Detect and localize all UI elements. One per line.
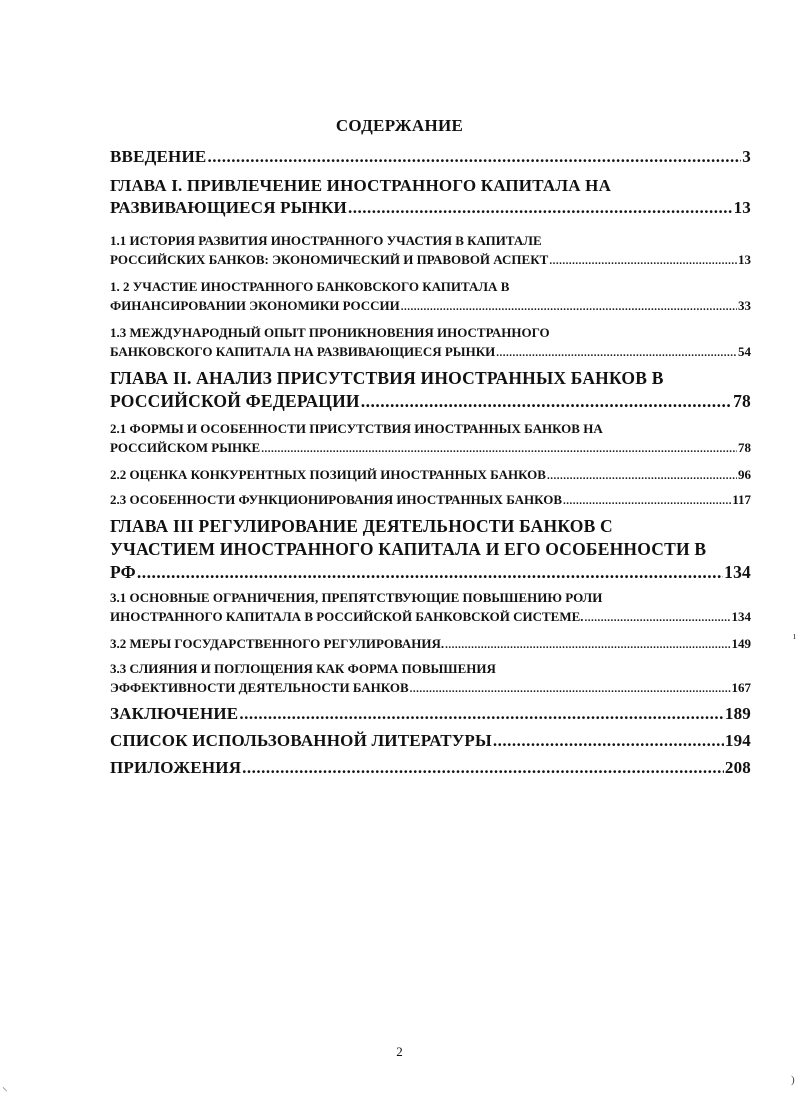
dot-leader [239,703,724,725]
toc-page-number: 54 [738,344,751,359]
toc-entry-text: ПРИЛОЖЕНИЯ [110,758,242,777]
toc-entry-text: РОССИЙСКИХ БАНКОВ: ЭКОНОМИЧЕСКИЙ И ПРАВОВОЙ АСПЕКТ [110,252,549,267]
toc-entry [110,703,751,725]
dot-leader [496,342,737,363]
toc-page-number: 134 [724,562,751,582]
toc-entry-text: 2.3 ОСОБЕННОСТИ ФУНКЦИОНИРОВАНИЯ ИНОСТРАННЫХ БАНКОВ [110,492,562,507]
dot-leader [493,730,724,752]
toc-entry-text: ГЛАВА III РЕГУЛИРОВАНИЕ ДЕЯТЕЛЬНОСТИ БАНКОВ С [110,516,613,536]
toc-entry [110,465,751,486]
toc-entry-text: УЧАСТИЕМ ИНОСТРАННОГО КАПИТАЛА И ЕГО ОСОБЕННОСТИ В [110,539,707,559]
toc-entry [110,515,751,584]
toc-entry-text: 3.1 ОСНОВНЫЕ ОГРАНИЧЕНИЯ, ПРЕПЯТСТВУЮЩИЕ ПОВЫШЕНИЮ РОЛИ [110,590,603,605]
toc-entry-text: ГЛАВА I. ПРИВЛЕЧЕНИЕ ИНОСТРАННОГО КАПИТАЛА НА [110,176,612,195]
dot-leader [361,390,732,413]
toc-entry [110,757,751,779]
toc-entry [110,730,751,752]
toc-entry-text: 1. 2 УЧАСТИЕ ИНОСТРАННОГО БАНКОВСКОГО КАПИТАЛА В [110,279,510,294]
toc-entry-text: 1.1 ИСТОРИЯ РАЗВИТИЯ ИНОСТРАННОГО УЧАСТИЯ В КАПИТАЛЕ [110,233,542,248]
toc-entry [110,277,751,317]
toc-entry-text: 2.1 ФОРМЫ И ОСОБЕННОСТИ ПРИСУТСТВИЯ ИНОСТРАННЫХ БАНКОВ НА [110,421,603,436]
toc-page-number: 189 [724,704,751,723]
toc-entry [110,367,751,413]
scan-mark: ⸌ [2,1086,8,1098]
toc-page-number: 167 [731,680,751,695]
dot-leader [401,296,737,317]
toc-entry [110,490,751,511]
toc-entry-text: РОССИЙСКОМ РЫНКЕ [110,440,261,455]
toc-entry [110,231,751,271]
scan-mark: ) [791,1074,795,1086]
toc-entry-text: ГЛАВА II. АНАЛИЗ ПРИСУТСТВИЯ ИНОСТРАННЫХ БАНКОВ В [110,368,664,388]
toc-page-number: 134 [731,609,751,624]
dot-leader [242,757,724,779]
toc-page-number: 117 [732,492,751,507]
toc-entry-text: 3.2 МЕРЫ ГОСУДАРСТВЕННОГО РЕГУЛИРОВАНИЯ. [110,636,445,651]
toc-title: СОДЕРЖАНИЕ [335,116,464,135]
toc-page-number: 78 [733,391,751,411]
dot-leader [549,250,737,271]
toc-page-number: 149 [731,636,751,651]
dot-leader [261,438,737,459]
toc-page-number: 78 [738,440,751,455]
toc-page-number: 13 [738,252,751,267]
toc-page-number: 33 [738,298,751,313]
toc-entry-text: 3.3 СЛИЯНИЯ И ПОГЛОЩЕНИЯ КАК ФОРМА ПОВЫШЕНИЯ [110,661,496,676]
toc-entry [110,419,751,459]
toc-entry-text: ЭФФЕКТИВНОСТИ ДЕЯТЕЛЬНОСТИ БАНКОВ [110,680,409,695]
dot-leader [348,197,733,219]
toc-entry-text: 1.3 МЕЖДУНАРОДНЫЙ ОПЫТ ПРОНИКНОВЕНИЯ ИНОСТРАННОГО [110,325,550,340]
toc-entry-text: СПИСОК ИСПОЛЬЗОВАННОЙ ЛИТЕРАТУРЫ [110,731,492,750]
toc-page-number: 96 [738,467,751,482]
toc-page-number: 13 [733,198,751,217]
dot-leader [445,634,730,655]
toc-page-number: 208 [724,758,751,777]
page-number: 2 [396,1044,403,1059]
toc-entry [110,588,751,628]
toc-entry [110,323,751,363]
toc-entry-text: ВВЕДЕНИЕ [110,147,207,166]
table-of-contents [110,146,751,784]
dot-leader [207,146,741,168]
toc-entry [110,146,751,168]
scan-mark: ı [793,630,797,642]
toc-entry-text: РАЗВИВАЮЩИЕСЯ РЫНКИ [110,198,347,217]
toc-entry-text: РОССИЙСКОЙ ФЕДЕРАЦИИ [110,391,360,411]
toc-entry-text: ФИНАНСИРОВАНИИ ЭКОНОМИКИ РОССИИ [110,298,400,313]
toc-entry-text: ИНОСТРАННОГО КАПИТАЛА В РОССИЙСКОЙ БАНКОВСКОЙ СИСТЕМЕ. [110,609,584,624]
dot-leader [563,490,731,511]
toc-entry [110,175,751,219]
toc-entry [110,634,751,655]
dot-leader [410,678,731,699]
dot-leader [547,465,737,486]
toc-entry-text: ЗАКЛЮЧЕНИЕ [110,704,239,723]
toc-entry-text: БАНКОВСКОГО КАПИТАЛА НА РАЗВИВАЮЩИЕСЯ РЫНКИ [110,344,496,359]
dot-leader [585,607,731,628]
dot-leader [137,561,723,584]
toc-entry-text: РФ [110,562,136,582]
toc-page-number: 3 [742,147,751,166]
toc-page-number: 194 [724,731,751,750]
toc-entry [110,659,751,699]
toc-entry-text: 2.2 ОЦЕНКА КОНКУРЕНТНЫХ ПОЗИЦИЙ ИНОСТРАННЫХ БАНКОВ [110,467,546,482]
